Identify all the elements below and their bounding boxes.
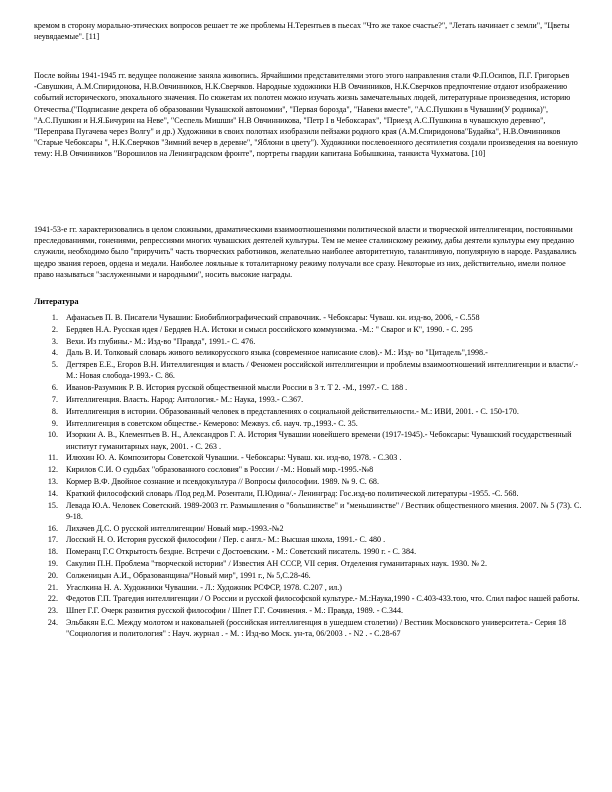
reference-text: Бердяев Н.А. Русская идея / Бердяев Н.А. Истоки и смысл российского коммунизма. -М.: " Сварог и К", 1990. - С. 295 — [66, 324, 473, 334]
reference-text: Интеллигенция в истории. Образованный человек в представлениях о социальной действительности.- М.: ИВИ, 2001. - С. 150-170. — [66, 406, 519, 416]
reference-item — [34, 452, 582, 463]
reference-item — [34, 558, 582, 569]
reference-item — [34, 429, 582, 451]
paragraph-politics: 1941-53-е гг. характеризовались в целом сложными, драматическими взаимоотношениями политической власти и творческой интеллигенции, постоянными преследованиями, гонениями, репрессиями многих чувашских деятелей культуры. Тем не менее сталинскому режиму, дабы деятели культуры ему преданно служили, необходимо было "приручить" часть творческих работников, желательно наиболее авторитетную, талантливую, популярную в народе. Раздавались щедро звания героев, ордена и медали. Наиболее лояльные к тоталитарному режиму получали все сразу. Некоторые из них, действительно, имели полное право называться "заслуженными и народными", носить высокие награды. — [34, 225, 577, 279]
reference-item — [34, 593, 582, 604]
reference-item — [34, 488, 582, 499]
reference-number: 2. — [51, 324, 58, 334]
reference-item — [34, 347, 582, 358]
reference-number: 9. — [51, 418, 58, 428]
reference-text: Угаслкина Н. А. Художники Чувашии. - Л.: Художник РСФСР, 1978. С.207 , ил.) — [66, 582, 342, 592]
reference-text: Кормер В.Ф. Двойное сознание и псевдокультура // Вопросы философии. 1989. № 9. С. 68. — [66, 476, 379, 486]
reference-item — [34, 418, 582, 429]
reference-item — [34, 605, 582, 616]
reference-text: Эльбакян Е.С. Между молотом и наковальней (российская интеллигенция в ушедшем столетии) / Вестник Московского университета.- Серия 18 "Социология и политология" : Науч. журнал . - М. : Изд-во Моск. ун-та, 06/2003 . - N2 . - С.28-67 — [66, 617, 567, 639]
reference-text: Интеллигенция. Власть. Народ: Антология.- М.: Наука, 1993.- С.367. — [66, 394, 304, 404]
reference-number: 24. — [47, 617, 58, 627]
reference-number: 19. — [47, 558, 58, 568]
reference-number: 8. — [51, 406, 58, 416]
reference-number: 5. — [51, 360, 58, 370]
reference-text: Левада Ю.А. Человек Советский. 1989-2003 гг. Размышления о "большинстве" и "меньшинстве" / Вестник общественного мнения. 2007. № 5 (73). С. 9-18. — [66, 500, 582, 521]
reference-item — [34, 312, 582, 323]
reference-text: Иванов-Разумник Р. В. История русской общественной мысли России в 3 т. Т 2. -М., 1997.- С. 188 . — [66, 383, 408, 393]
reference-item — [34, 546, 582, 557]
reference-text: Дегтярев Е.Е., Егоров В.Н. Интеллигенция и власть / Феномен российской интеллигенции и проблемы взаимоотношений интеллигенции и власти/.- М.: Новая слобода-1993.- С. 86. — [66, 360, 579, 381]
reference-number: 16. — [47, 523, 58, 533]
reference-item — [34, 394, 582, 405]
reference-text: Илюхин Ю. А. Композиторы Советской Чувашии. - Чебоксары: Чуваш. кн. изд-во, 1978. - С.303 . — [66, 453, 402, 463]
reference-number: 11. — [48, 453, 58, 463]
reference-number: 10. — [47, 430, 58, 440]
reference-number: 22. — [47, 594, 58, 604]
reference-item — [34, 523, 582, 534]
reference-number: 15. — [47, 500, 58, 510]
reference-number: 12. — [47, 465, 58, 475]
reference-item — [34, 476, 582, 487]
reference-text: Кирилов С.И. О судьбах "образованного сословия" в России / -М.: Новый мир.-1995.-№8 — [66, 465, 374, 475]
reference-item — [34, 617, 582, 639]
reference-item — [34, 382, 582, 393]
reference-number: 21. — [47, 582, 58, 592]
reference-number: 17. — [47, 535, 58, 545]
reference-number: 7. — [51, 394, 58, 404]
reference-number: 3. — [51, 336, 58, 346]
reference-number: 14. — [47, 488, 58, 498]
reference-text: Афанасьев П. В. Писатели Чувашии: Биобиблиографический справочник. - Чебоксары: Чуваш. кн. изд-во, 2006, - С.558 — [66, 313, 480, 322]
reference-item — [34, 359, 582, 381]
reference-item — [34, 464, 582, 475]
reference-item — [34, 324, 582, 335]
reference-item — [34, 582, 582, 593]
reference-text: Солженицын А.И., Образованщина/"Новый мир", 1991 г., № 5,С.28-46. — [66, 570, 311, 580]
reference-number: 23. — [47, 606, 58, 616]
reference-text: Изоркин А. В., Клементьев В. Н., Александров Г. А. История Чувашии новейшего времени (1917-1945).- Чебоксары: Чувашский государственный институт гуманитарных наук, 2001. - С. 263 . — [66, 430, 572, 451]
reference-number: 18. — [47, 547, 58, 557]
reference-item — [34, 570, 582, 581]
reference-text: Федотов Г.П. Трагедия интеллигенции / О России и русской философской культуре.- М.:Наука,1990 - С.403-433.тою, что. Слил пафос нашей работы. — [66, 594, 580, 604]
reference-number: 20. — [47, 570, 58, 580]
reference-text: Лосский Н. О. История русской философии / Пер. с англ.- М.: Высшая школа, 1991.- С. 480 . — [66, 535, 386, 545]
reference-number: 1. — [51, 313, 58, 322]
reference-number: 4. — [51, 348, 58, 358]
references-list — [34, 312, 582, 640]
reference-text: Вехи. Из глубины.- М.: Изд-во "Правда", 1991.- С. 476. — [66, 336, 256, 346]
reference-item — [34, 500, 582, 522]
reference-item — [34, 534, 582, 545]
reference-text: Интеллигенция в советском обществе.- Кемерово: Межвуз. сб. науч. тр.,1993.- С. 35. — [66, 418, 358, 428]
reference-text: Лихачев Д.С. О русской интеллигенции/ Новый мир.-1993.-№2 — [66, 523, 284, 533]
paragraph-drama: кремом в сторону морально-этических вопросов решает те же проблемы Н.Терентьев в пьесах "Что же такое счастье?", "Летать начинает с земли", "Цветы неувядаемые". [11] — [34, 21, 570, 42]
references-heading: Литература — [34, 297, 79, 306]
reference-text: Померанц Г.С Открытость бездне. Встречи с Достоевским. - М.: Советский писатель. 1990 г. - С. 384. — [66, 547, 417, 557]
reference-item — [34, 336, 582, 347]
reference-text: Шпет Г.Г. Очерк развития русской философии / Шпет Г.Г. Сочинения. - М.: Правда, 1989. - С.344. — [66, 606, 404, 616]
paragraph-painting: После войны 1941-1945 гг. ведущее положение заняла живопись. Ярчайшими представителями этого этого направления стали Ф.П.Осипов, П.Г. Григорьев -Савушкин, А.М.Спиридонова, Н.В.Овчинников, Н.К.Сверчков. Народные художники Н.В Овчинников, Н.К.Сверчков предпочтение отдают изображению событий исторического, эпохального значения. По сюжетам их полотен можно изучать жизнь замечательных людей, литературные произведения, историю Отечества.("Подписание декрета об образовании Чувашской автономии", "Первая борозда", "Навеки вместе", "А.С.Пушкин в Чувашии(У родника)", "А.С.Пушкин и Н.Я.Бичурин на Неве", "Сеспель Мишши" Н.В Овчинникова, "Петр I в Чебоксарах", "Приезд А.С.Пушкина в чувашскую деревню", "Переправа Пугачева через Волгу" и др.) Художники в своих полотнах изобразили пейзажи родного края (А.М.Спиридонова"Будайка", Н.В.Овчинников "Старые Чебоксары ", Н.К.Сверчков "Зимний вечер в деревне", "Яблони в цвету"). Художники послевоенного десятилетия создали произведения на военную тему: Н.В Овчинников "Ворошилов на Ленинградском фронте", портреты гвардии капитана Бобышкина, танкиста Чухматова. [10] — [34, 71, 578, 159]
reference-number: 6. — [51, 383, 58, 393]
reference-item — [34, 406, 582, 417]
reference-text: Даль В. И. Толковый словарь живого великорусского языка (современное написание слов).- М.: Изд- во "Цитадель",1998.- — [66, 348, 488, 358]
reference-number: 13. — [47, 476, 58, 486]
reference-text: Краткий философский словарь /Под ред.М. Розентали, П.Юдина/.- Ленинград: Гос.изд-во политической литературы -1955. -С. 568. — [66, 488, 519, 498]
reference-text: Сакулин П.Н. Проблема "творческой истории" / Известия АН СССР, VII серия. Отделения гуманитарных наук. 1930. № 2. — [66, 558, 488, 568]
